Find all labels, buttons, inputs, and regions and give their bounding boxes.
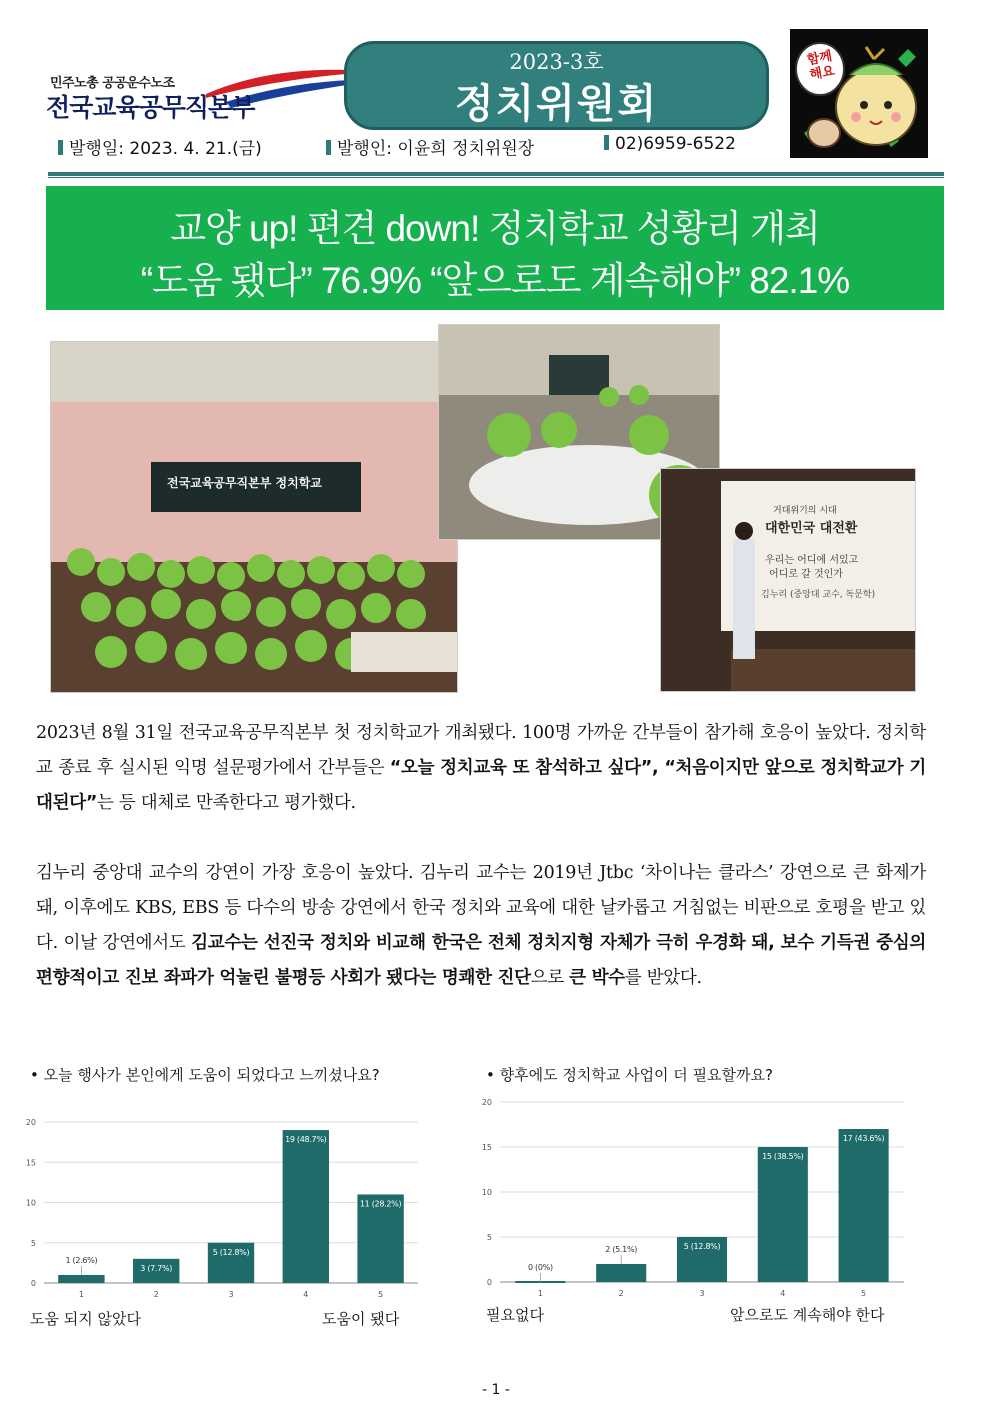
x-tick-label: 1 <box>537 1289 543 1298</box>
x-tick-label: 5 <box>378 1290 384 1299</box>
data-label: 0 (0%) <box>528 1263 553 1272</box>
y-tick-label: 0 <box>30 1279 36 1288</box>
bar <box>839 1129 889 1282</box>
chart-2-low-label: 필요없다 <box>486 1306 544 1324</box>
article-paragraph-2: 김누리 중앙대 교수의 강연이 가장 호응이 높았다. 김누리 교수는 2019년 Jtbc ‘차이나는 클라스’ 강연으로 큰 화제가 돼, 이후에도 KBS, EBS 등 다수의 방송 강연에서 한국 정치와 교육에 대한 날카롭고 거침없는 비판으로 호평을 받고 있다. 이날 강연에서도 김교수는 선진국 정치와 비교해 한국은 전체 정치지형 자체가 극히 우경화 돼, 보수 기득권 중심의 편향적이고 진보 좌파가 억눌린 불평등 사회가 됐다는 명쾌한 진단으로 큰 박수를 받았다. <box>36 863 927 988</box>
x-tick-label: 4 <box>303 1290 309 1299</box>
chart-1-bar-chart <box>24 1110 424 1306</box>
issue-number: 2023-3호 <box>509 50 604 74</box>
y-tick-label: 5 <box>486 1233 492 1242</box>
mascot-image <box>790 29 928 158</box>
y-tick-label: 15 <box>25 1158 36 1168</box>
lecture-photo <box>660 468 916 692</box>
x-tick-label: 4 <box>780 1289 786 1298</box>
y-tick-label: 20 <box>481 1098 492 1107</box>
screen-line-3: 우리는 어디에 서있고 <box>765 555 859 566</box>
data-label: 5 (12.8%) <box>683 1242 721 1251</box>
screen-line-5: 김누리 (중앙대 교수, 독문학) <box>761 590 876 600</box>
banner-text: 전국교육공무직본부 정치학교 <box>167 476 322 490</box>
data-label: 3 (7.7%) <box>140 1263 173 1273</box>
x-tick-label: 3 <box>228 1290 234 1299</box>
bullet-bar-icon <box>604 135 609 150</box>
bar <box>596 1264 646 1282</box>
chart-1-low-label: 도움 되지 않았다 <box>30 1310 141 1328</box>
publish-date: 발행일: 2023. 4. 21.(금) <box>58 134 262 159</box>
publisher: 발행인: 이윤희 정치위원장 <box>326 134 534 159</box>
committee-title: 정치위원회 <box>454 81 659 127</box>
masthead-box <box>344 41 769 130</box>
org-subtitle: 민주노총 공공운수노조 <box>50 76 175 91</box>
diagnosis-highlight: 김교수는 선진국 정치와 비교해 한국은 전체 정치지형 자체가 극히 우경화 돼, 보수 기득권 중심의 편향적이고 진보 좌파가 억눌린 불평등 사회가 됐다는 명쾌한 진단 <box>36 933 927 988</box>
org-logo <box>46 62 336 122</box>
org-name: 전국교육공무직본부 <box>46 94 255 122</box>
y-tick-label: 20 <box>25 1118 36 1127</box>
page-number: - 1 - <box>482 1382 510 1398</box>
data-label: 15 (38.5%) <box>762 1152 804 1161</box>
chart-2-bar-chart <box>480 1092 910 1306</box>
data-label: 5 (12.8%) <box>212 1247 250 1257</box>
mascot-illustration <box>790 29 928 158</box>
mascot-speech-text: 함께해요 <box>806 49 836 83</box>
data-label: 19 (48.7%) <box>285 1135 327 1145</box>
applause-highlight: 큰 박수 <box>569 968 625 988</box>
headline-banner <box>46 186 944 310</box>
headline-line-2: “도움 됐다” 76.9% “앞으로도 계속해야” 82.1% <box>140 260 850 301</box>
y-tick-label: 15 <box>481 1143 492 1152</box>
screen-line-4: 어디로 갈 것인가 <box>769 569 843 580</box>
header-rule <box>48 172 944 176</box>
data-label: 11 (28.2%) <box>359 1199 402 1209</box>
y-tick-label: 0 <box>486 1278 492 1287</box>
group-photo <box>50 341 458 693</box>
data-label: 2 (5.1%) <box>605 1245 638 1254</box>
article-paragraph-1: 2023년 8월 31일 전국교육공무직본부 첫 정치학교가 개최됐다. 100명 가까운 간부들이 참가해 호응이 높았다. 정치학교 종료 후 실시된 익명 설문평가에서 간부들은 “오늘 정치교육 또 참석하고 싶다”, “처음이지만 앞으로 정치학교가 기대된다”는 등 대체로 만족한다고 평가했다. <box>36 723 926 813</box>
x-tick-label: 5 <box>861 1289 867 1298</box>
bar <box>283 1130 329 1283</box>
bullet-bar-icon <box>326 140 331 155</box>
bullet-bar-icon <box>58 140 63 155</box>
y-tick-label: 5 <box>30 1238 36 1248</box>
data-label: 17 (43.6%) <box>842 1134 885 1143</box>
phone-number: 02)6959-6522 <box>604 134 736 154</box>
screen-line-1: 거대위기의 시대 <box>773 506 837 516</box>
x-tick-label: 3 <box>699 1289 705 1298</box>
chart-1-title: • 오늘 행사가 본인에게 도움이 되었다고 느끼셨나요? <box>30 1066 380 1084</box>
x-tick-label: 2 <box>618 1289 624 1298</box>
quote-highlight: “오늘 정치교육 또 참석하고 싶다”, “처음이지만 앞으로 정치학교가 기대된다” <box>36 758 926 813</box>
y-tick-label: 10 <box>481 1188 492 1197</box>
chart-1-high-label: 도움이 됐다 <box>322 1310 400 1328</box>
header-rule-thin <box>48 177 944 178</box>
bar <box>758 1147 808 1282</box>
x-tick-label: 1 <box>78 1290 84 1299</box>
bar <box>58 1275 104 1283</box>
headline-line-1: 교양 up! 편견 down! 정치학교 성황리 개최 <box>170 208 820 249</box>
group-photo-illustration <box>51 342 458 693</box>
chart-2-high-label: 앞으로도 계속해야 한다 <box>730 1306 885 1324</box>
y-tick-label: 10 <box>25 1198 36 1208</box>
chart-2-title: • 향후에도 정치학교 사업이 더 필요할까요? <box>486 1066 773 1084</box>
data-label: 1 (2.6%) <box>65 1255 98 1265</box>
x-tick-label: 2 <box>153 1290 159 1299</box>
screen-line-2: 대한민국 대전환 <box>765 521 858 536</box>
